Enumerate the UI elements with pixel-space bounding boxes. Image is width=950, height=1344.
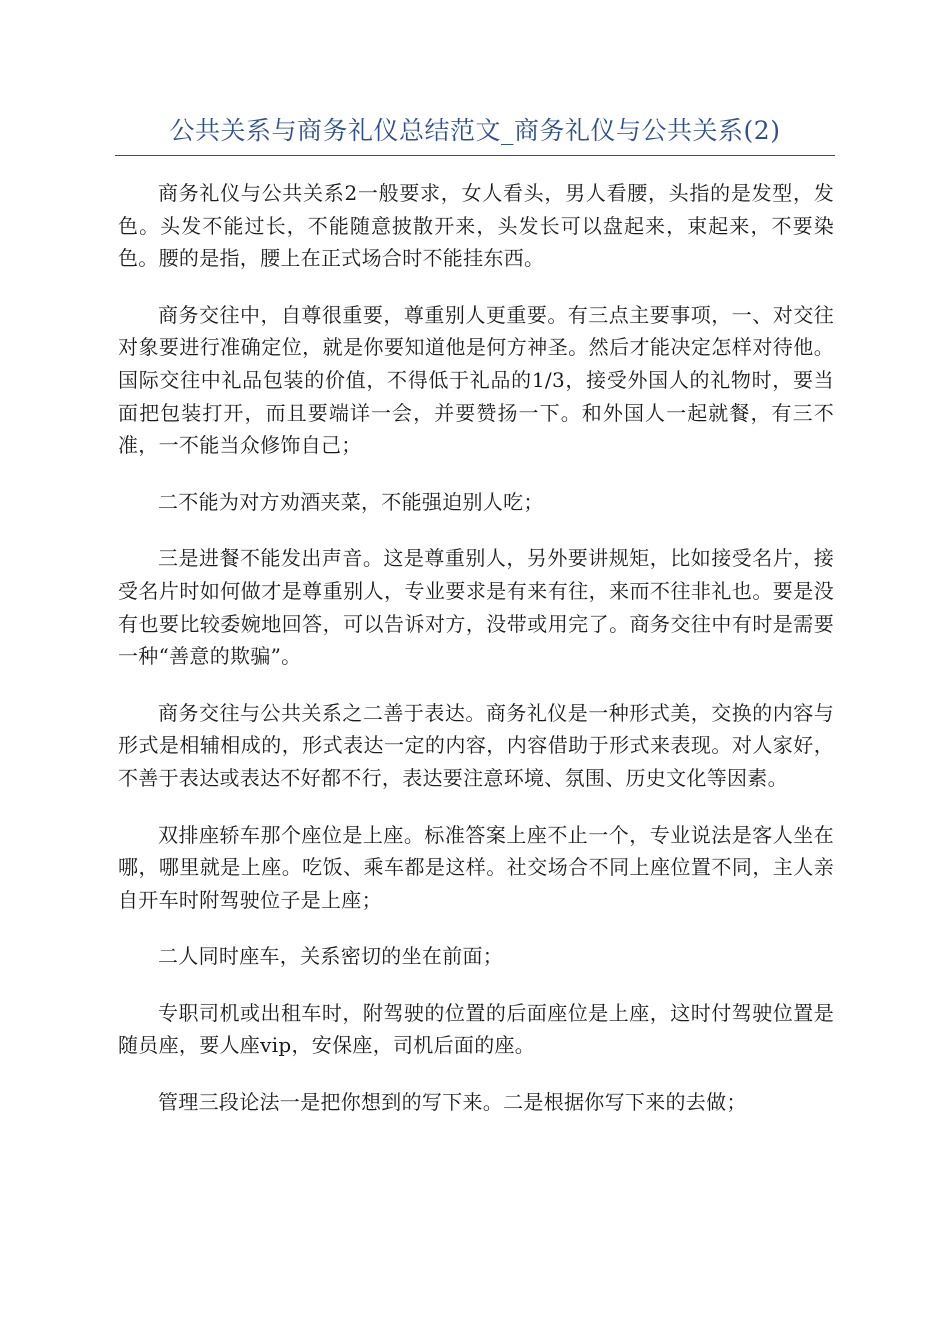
- document-body: [118, 177, 834, 1143]
- paragraph-7: 二人同时座车，关系密切的坐在前面；: [158, 944, 504, 969]
- paragraph-2: 商务交往中，自尊很重要，尊重别人更重要。有三点主要事项，一、对交往对象要进行准确定位，就是你要知道他是何方神圣。然后才能决定怎样对待他。国际交往中礼品包装的价值，不得低于礼品的1/3，接受外国人的礼物时，要当面把包装打开，而且要端详一会，并要赞扬一下。和外国人一起就餐，有三不准，一不能当众修饰自己；: [118, 302, 834, 458]
- paragraph-9: 管理三段论法一是把你想到的写下来。二是根据你写下来的去做；: [158, 1090, 747, 1115]
- paragraph-8: 专职司机或出租车时，附驾驶的位置的后面座位是上座，这时付驾驶位置是随员座，要人座vip，安保座，司机后面的座。: [118, 1000, 834, 1058]
- paragraph-3: 二不能为对方劝酒夹菜，不能强迫别人吃；: [158, 489, 544, 514]
- paragraph-1: 商务礼仪与公共关系2一般要求，女人看头，男人看腰，头指的是发型，发色。头发不能过长，不能随意披散开来，头发长可以盘起来，束起来，不要染色。腰的是指，腰上在正式场合时不能挂东西。: [118, 181, 834, 271]
- title-block: [115, 112, 835, 156]
- paragraph-6: 双排座轿车那个座位是上座。标准答案上座不止一个，专业说法是客人坐在哪，哪里就是上座。吃饭、乘车都是这样。社交场合不同上座位置不同，主人亲自开车时附驾驶位子是上座；: [118, 822, 834, 912]
- paragraph-5: 商务交往与公共关系之二善于表达。商务礼仪是一种形式美，交换的内容与形式是相辅相成的，形式表达一定的内容，内容借助于形式来表现。对人家好，不善于表达或表达不好都不行，表达要注意环境、氛围、历史文化等因素。: [118, 700, 834, 790]
- document-title: 公共关系与商务礼仪总结范文_商务礼仪与公共关系(2): [169, 116, 781, 145]
- paragraph-4: 三是进餐不能发出声音。这是尊重别人，另外要讲规矩，比如接受名片，接受名片时如何做才是尊重别人，专业要求是有来有往，来而不往非礼也。要是没有也要比较委婉地回答，可以告诉对方，没带或用完了。商务交往中有时是需要一种“善意的欺骗”。: [118, 546, 834, 669]
